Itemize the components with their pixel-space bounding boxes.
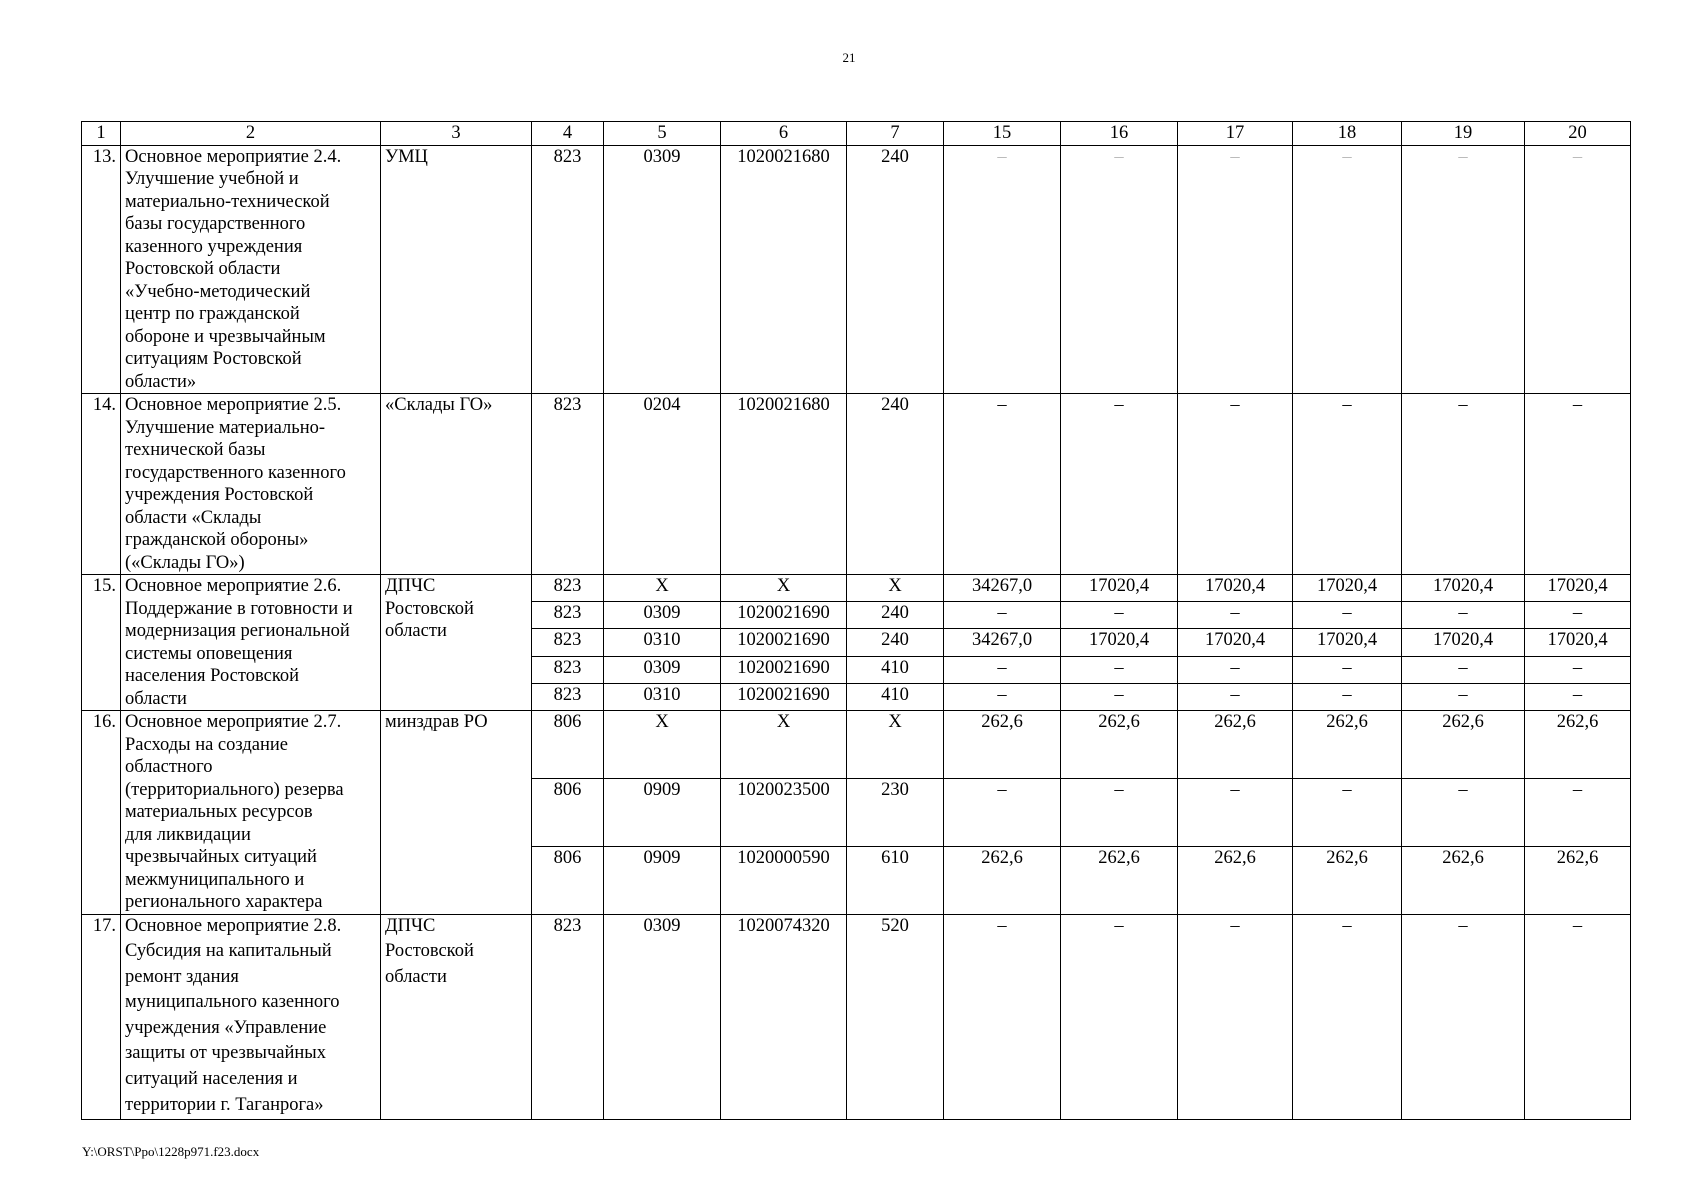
header-row (82, 122, 1631, 146)
measure-name-line: ситуациям Ростовской (125, 349, 302, 369)
measure-name-line: технической базы (125, 440, 266, 460)
value-cell: 17020,4 (1293, 629, 1402, 656)
value-cell: – (1293, 394, 1402, 575)
code-c6: 1020021680 (721, 145, 847, 394)
value-cell: – (1061, 602, 1178, 629)
measure-name-line: центр по гражданской (125, 304, 300, 324)
value-cell: – (944, 394, 1061, 575)
measure-name-lines (125, 711, 376, 914)
code-c5: 0310 (604, 683, 721, 710)
value-cell: – (944, 656, 1061, 683)
header-cell: 2 (121, 122, 381, 146)
measure-name-line: материальных ресурсов (125, 802, 313, 822)
code-c5: Х (604, 575, 721, 602)
measure-name-line: казенного учреждения (125, 236, 303, 257)
value-cell: 262,6 (1178, 846, 1293, 914)
measure-name-line: учреждения «Управление (125, 1017, 327, 1038)
value-cell: – (1525, 683, 1631, 710)
code-c7: 240 (847, 394, 944, 575)
budget-table (81, 121, 1631, 1120)
header-cell: 16 (1061, 122, 1178, 146)
measure-name-line: области «Склады (125, 507, 262, 528)
value-cell: – (1525, 394, 1631, 575)
code-c5: Х (604, 711, 721, 779)
value-cell: – (1293, 683, 1402, 710)
code-c5: 0310 (604, 629, 721, 656)
row-number: 16. (82, 711, 121, 915)
table-row (82, 711, 1631, 779)
header-cell: 5 (604, 122, 721, 146)
measure-name-line: для ликвидации (125, 824, 251, 845)
executor (381, 145, 532, 394)
value-cell: – (944, 602, 1061, 629)
header-cell: 15 (944, 122, 1061, 146)
measure-name-line: Основное мероприятие 2.6. (125, 576, 342, 596)
value-cell: 17020,4 (1061, 575, 1178, 602)
executor-lines (385, 915, 527, 992)
code-c7: 230 (847, 778, 944, 846)
value-cell: – (1293, 656, 1402, 683)
value-cell: 17020,4 (1178, 575, 1293, 602)
code-c6: 1020000590 (721, 846, 847, 914)
measure-name-lines (125, 146, 376, 394)
value-cell: – (1402, 394, 1525, 575)
value-cell: – (1402, 656, 1525, 683)
value-cell: 17020,4 (1061, 629, 1178, 656)
measure-name-line: государственного казенного (125, 462, 346, 483)
executor-lines (385, 575, 527, 643)
measure-name-line: Улучшение материально- (125, 417, 326, 438)
measure-name-line: Улучшение учебной и (125, 169, 299, 189)
value-cell: 262,6 (944, 846, 1061, 914)
row-number: 15. (82, 575, 121, 711)
measure-name-line: Основное мероприятие 2.4. (125, 146, 342, 167)
executor-line: области (385, 966, 447, 987)
code-c7: 240 (847, 602, 944, 629)
measure-name (121, 711, 381, 915)
row-number: 17. (82, 914, 121, 1120)
code-c4: 806 (532, 778, 604, 846)
code-c4: 806 (532, 846, 604, 914)
executor-line: области (385, 621, 447, 641)
value-cell: – (1402, 914, 1525, 1120)
header-cell: 6 (721, 122, 847, 146)
value-cell: – (1178, 394, 1293, 575)
value-cell: 262,6 (1061, 846, 1178, 914)
measure-name-line: Расходы на создание (125, 734, 289, 755)
executor (381, 914, 532, 1120)
measure-name-line: Поддержание в готовности и (125, 598, 353, 619)
measure-name-line: Основное мероприятие 2.7. (125, 712, 342, 732)
code-c6: 1020021690 (721, 683, 847, 710)
measure-name-line: межмуниципального и (125, 869, 305, 890)
table-row (82, 394, 1631, 575)
header-cell: 3 (381, 122, 532, 146)
measure-name-line: Основное мероприятие 2.5. (125, 395, 342, 415)
code-c6: 1020021690 (721, 629, 847, 656)
code-c5: 0909 (604, 846, 721, 914)
value-cell: 262,6 (1293, 846, 1402, 914)
value-cell: – (1293, 145, 1402, 394)
code-c4: 823 (532, 575, 604, 602)
executor-lines (385, 711, 527, 734)
value-cell: 17020,4 (1525, 575, 1631, 602)
value-cell: 17020,4 (1402, 629, 1525, 656)
measure-name-line: ремонт здания (125, 966, 239, 987)
code-c4: 823 (532, 683, 604, 710)
value-cell: – (944, 778, 1061, 846)
value-cell: – (1402, 602, 1525, 629)
page-number: 21 (842, 50, 856, 65)
measure-name-lines (125, 575, 376, 710)
value-cell: 34267,0 (944, 629, 1061, 656)
value-cell: 34267,0 (944, 575, 1061, 602)
value-cell: – (1061, 914, 1178, 1120)
value-cell: 262,6 (1525, 846, 1631, 914)
row-number: 13. (82, 145, 121, 394)
measure-name-line: «Учебно-методический (125, 281, 311, 302)
code-c4: 806 (532, 711, 604, 779)
executor-line: Ростовской (385, 941, 474, 962)
measure-name (121, 914, 381, 1120)
value-cell: 262,6 (1293, 711, 1402, 779)
value-cell: – (1178, 683, 1293, 710)
value-cell: – (1525, 656, 1631, 683)
value-cell: – (944, 683, 1061, 710)
value-cell: – (944, 914, 1061, 1120)
value-cell: 17020,4 (1525, 629, 1631, 656)
code-c7: 520 (847, 914, 944, 1120)
code-c7: Х (847, 575, 944, 602)
value-cell: – (1061, 656, 1178, 683)
value-cell: – (1402, 683, 1525, 710)
code-c6: Х (721, 575, 847, 602)
measure-name-line: Ростовской области (125, 259, 281, 279)
measure-name-line: области (125, 688, 187, 709)
executor-line: ДПЧС (385, 576, 436, 596)
code-c5: 0309 (604, 914, 721, 1120)
header-cell: 17 (1178, 122, 1293, 146)
row-number: 14. (82, 394, 121, 575)
measure-name-line: регионального характера (125, 892, 323, 912)
value-cell: – (1061, 145, 1178, 394)
value-cell: – (1178, 914, 1293, 1120)
measure-name-line: («Склады ГО») (125, 552, 245, 573)
measure-name-lines (125, 394, 376, 574)
measure-name (121, 145, 381, 394)
table-row (82, 575, 1631, 602)
value-cell: – (1402, 145, 1525, 394)
code-c7: 240 (847, 629, 944, 656)
value-cell: – (1293, 778, 1402, 846)
measure-name-line: защиты от чрезвычайных (125, 1043, 326, 1064)
footer-file-path: Y:\ORST\Ppo\1228p971.f23.docx (82, 1144, 260, 1159)
measure-name-line: системы оповещения (125, 643, 293, 664)
value-cell: – (1178, 656, 1293, 683)
header-cell: 20 (1525, 122, 1631, 146)
value-cell: – (1525, 914, 1631, 1120)
code-c4: 823 (532, 914, 604, 1120)
value-cell: 262,6 (1402, 846, 1525, 914)
code-c4: 823 (532, 145, 604, 394)
value-cell: – (1525, 602, 1631, 629)
header-cell: 7 (847, 122, 944, 146)
executor (381, 575, 532, 711)
code-c7: Х (847, 711, 944, 779)
value-cell: – (1178, 602, 1293, 629)
measure-name-line: ситуаций населения и (125, 1069, 298, 1090)
header-cell: 1 (82, 122, 121, 146)
code-c5: 0309 (604, 145, 721, 394)
value-cell: – (1178, 145, 1293, 394)
measure-name-line: (территориального) резерва (125, 779, 344, 800)
measure-name-line: муниципального казенного (125, 992, 340, 1013)
executor-line: УМЦ (385, 146, 428, 167)
measure-name-line: Субсидия на капитальный (125, 941, 332, 962)
code-c6: 1020021680 (721, 394, 847, 575)
value-cell: 262,6 (1178, 711, 1293, 779)
code-c6: 1020021690 (721, 602, 847, 629)
executor-line: «Склады ГО» (385, 395, 493, 415)
code-c7: 240 (847, 145, 944, 394)
header-cell: 4 (532, 122, 604, 146)
value-cell: – (1061, 394, 1178, 575)
code-c7: 610 (847, 846, 944, 914)
code-c5: 0909 (604, 778, 721, 846)
value-cell: – (1293, 602, 1402, 629)
value-cell: – (1061, 683, 1178, 710)
executor (381, 394, 532, 575)
code-c6: 1020021690 (721, 656, 847, 683)
measure-name-line: областного (125, 757, 213, 777)
executor-line: Ростовской (385, 598, 474, 619)
value-cell: – (1178, 778, 1293, 846)
measure-name-line: Основное мероприятие 2.8. (125, 915, 342, 936)
measure-name-line: учреждения Ростовской (125, 485, 314, 505)
table-row (82, 145, 1631, 394)
code-c6: 1020023500 (721, 778, 847, 846)
value-cell: 262,6 (1402, 711, 1525, 779)
code-c6: Х (721, 711, 847, 779)
measure-name-line: базы государственного (125, 214, 306, 234)
code-c7: 410 (847, 683, 944, 710)
measure-name-line: гражданской обороны» (125, 530, 309, 550)
measure-name-lines (125, 915, 376, 1120)
executor-lines (385, 146, 527, 169)
value-cell: 262,6 (944, 711, 1061, 779)
measure-name-line: области» (125, 371, 197, 392)
executor (381, 711, 532, 915)
value-cell: – (944, 145, 1061, 394)
value-cell: 17020,4 (1178, 629, 1293, 656)
code-c4: 823 (532, 602, 604, 629)
value-cell: – (1293, 914, 1402, 1120)
measure-name-line: территории г. Таганрога» (125, 1094, 324, 1115)
code-c5: 0309 (604, 602, 721, 629)
code-c4: 823 (532, 629, 604, 656)
executor-line: ДПЧС (385, 915, 436, 936)
code-c5: 0309 (604, 656, 721, 683)
measure-name-line: материально-технической (125, 191, 330, 212)
code-c7: 410 (847, 656, 944, 683)
code-c4: 823 (532, 656, 604, 683)
measure-name (121, 394, 381, 575)
value-cell: 17020,4 (1402, 575, 1525, 602)
code-c5: 0204 (604, 394, 721, 575)
measure-name-line: обороне и чрезвычайным (125, 326, 326, 347)
measure-name (121, 575, 381, 711)
table-row (82, 914, 1631, 1120)
value-cell: – (1061, 778, 1178, 846)
measure-name-line: чрезвычайных ситуаций (125, 847, 317, 867)
value-cell: 17020,4 (1293, 575, 1402, 602)
executor-line: минздрав РО (385, 712, 488, 732)
header-cell: 18 (1293, 122, 1402, 146)
value-cell: 262,6 (1061, 711, 1178, 779)
code-c6: 1020074320 (721, 914, 847, 1120)
value-cell: – (1525, 145, 1631, 394)
code-c4: 823 (532, 394, 604, 575)
value-cell: – (1525, 778, 1631, 846)
measure-name-line: модернизация региональной (125, 621, 350, 641)
header-cell: 19 (1402, 122, 1525, 146)
value-cell: 262,6 (1525, 711, 1631, 779)
value-cell: – (1402, 778, 1525, 846)
measure-name-line: населения Ростовской (125, 666, 300, 686)
executor-lines (385, 394, 527, 417)
